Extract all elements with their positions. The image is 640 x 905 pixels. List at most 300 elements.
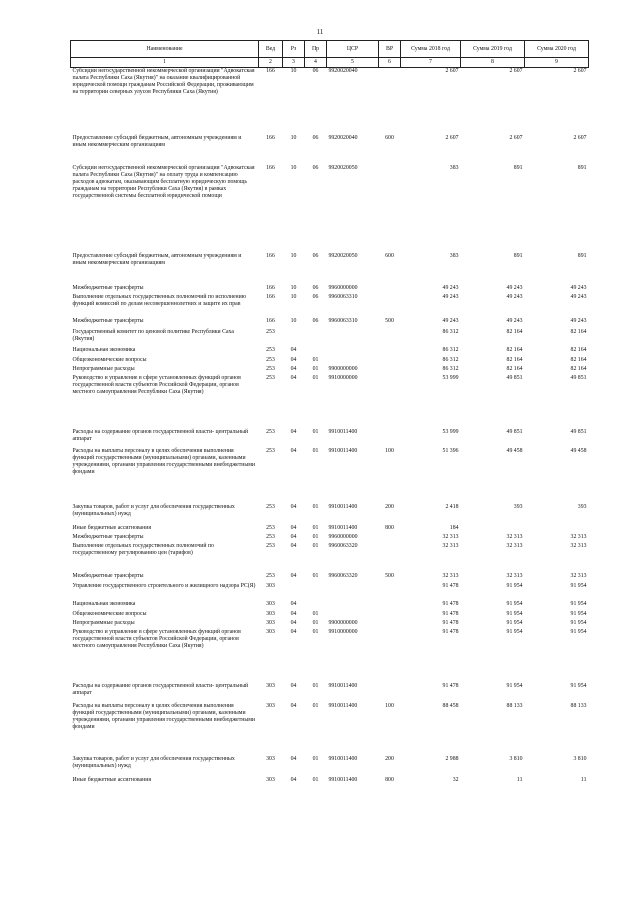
row-csr: 9960000000 (328, 285, 358, 291)
row-ved: 303 (266, 629, 275, 635)
row-pr: 06 (312, 285, 319, 291)
row-ved: 166 (266, 135, 275, 141)
row-sum-2020: 91 954 (570, 601, 587, 607)
row-vr (379, 583, 401, 601)
row-rz: 04 (290, 611, 297, 617)
row-vr (379, 347, 401, 357)
row-sum-2020: 32 313 (570, 543, 587, 549)
row-csr: 9910000000 (328, 629, 358, 635)
row-csr: 9920020050 (328, 165, 358, 171)
column-header-pr: Пр (305, 41, 327, 58)
row-name: Закупка товаров, работ и услуг для обеспечения государственных (муниципальных) нужд (72, 756, 235, 769)
row-sum-2019: 11 (516, 777, 523, 783)
row-name: Субсидии негосударственной некоммерческой организации "Адвокатская палата Республики Саха (Якутия)" на оплату труда и компенсацию расходов адвокатам, оказывающим бесплатную юридическую помощь гражданам на территории Республики Саха (Якутия) в рамках государственной системы бесплатной юридической помощи (72, 165, 255, 199)
row-sum-2019: 49 458 (506, 448, 523, 454)
row-sum-2019: 91 954 (506, 601, 523, 607)
row-ved: 253 (266, 366, 275, 372)
row-vr: 800 (385, 777, 394, 783)
row-pr: 01 (312, 525, 319, 531)
row-ved: 303 (266, 777, 275, 783)
row-rz: 04 (290, 601, 297, 607)
row-ved: 303 (266, 620, 275, 626)
row-ved: 253 (266, 504, 275, 510)
row-name: Государственный комитет по ценовой политике Республики Саха (Якутия) (72, 329, 234, 342)
row-sum-2019: 32 313 (506, 573, 523, 579)
row-sum-2018: 2 988 (445, 756, 459, 762)
table-row (71, 777, 589, 786)
row-csr: 9960063310 (328, 294, 358, 300)
table-row (71, 703, 589, 756)
row-pr (305, 601, 327, 611)
row-ved: 253 (266, 375, 275, 381)
column-header-sum-2020: Сумма 2020 год (525, 41, 589, 58)
row-name: Предоставление субсидий бюджетным, автономным учреждениям и иным некоммерческим организациям (72, 253, 242, 266)
row-sum-2019: 3 810 (509, 756, 523, 762)
row-csr: 9920020040 (328, 68, 358, 74)
row-sum-2018: 32 313 (442, 543, 459, 549)
row-rz: 04 (290, 375, 297, 381)
row-sum-2020: 91 954 (570, 683, 587, 689)
row-rz: 10 (290, 165, 297, 171)
row-name: Предоставление субсидий бюджетным, автономным учреждениям и иным некоммерческим организациям (72, 135, 242, 148)
row-sum-2020: 82 164 (570, 366, 587, 372)
column-number: 9 (525, 58, 589, 68)
table-row (71, 534, 589, 543)
column-header-vr: ВР (379, 41, 401, 58)
row-ved: 166 (266, 285, 275, 291)
row-sum-2020: 49 243 (570, 285, 587, 291)
row-csr: 9910011400 (328, 683, 358, 689)
row-vr: 600 (385, 135, 394, 141)
row-csr: 9960063310 (328, 318, 358, 324)
row-csr: 9960063320 (328, 543, 358, 549)
row-ved: 166 (266, 294, 275, 300)
row-rz: 04 (290, 777, 297, 783)
column-number: 5 (327, 58, 379, 68)
table-row (71, 347, 589, 357)
row-sum-2018: 86 312 (442, 347, 459, 353)
row-vr (379, 601, 401, 611)
row-name: Непрограммные расходы (72, 620, 135, 626)
row-sum-2019: 49 851 (506, 375, 523, 381)
table-row (71, 429, 589, 448)
row-vr (379, 285, 401, 294)
row-sum-2018: 91 478 (442, 683, 459, 689)
row-csr: 9960000000 (328, 534, 358, 540)
row-rz: 04 (290, 629, 297, 635)
row-ved: 303 (266, 583, 275, 589)
row-csr: 9960063320 (328, 573, 358, 579)
row-sum-2018: 2 607 (445, 135, 459, 141)
row-sum-2020: 3 810 (573, 756, 587, 762)
row-vr (379, 543, 401, 573)
row-sum-2019: 82 164 (506, 329, 523, 335)
row-sum-2020: 49 851 (570, 375, 587, 381)
column-number: 4 (305, 58, 327, 68)
row-sum-2018: 91 478 (442, 601, 459, 607)
row-sum-2019: 91 954 (506, 611, 523, 617)
row-sum-2018: 383 (449, 253, 459, 259)
column-number-row (71, 58, 589, 68)
table-row (71, 601, 589, 611)
row-sum-2019: 91 954 (506, 583, 523, 589)
row-rz: 04 (290, 620, 297, 626)
row-rz: 10 (290, 68, 297, 74)
row-sum-2018: 88 458 (442, 703, 459, 709)
table-row (71, 525, 589, 534)
row-pr: 01 (312, 756, 319, 762)
row-vr: 200 (385, 504, 394, 510)
row-sum-2018: 86 312 (442, 329, 459, 335)
row-sum-2020: 91 954 (570, 620, 587, 626)
column-header-csr: ЦСР (327, 41, 379, 58)
row-vr (379, 534, 401, 543)
row-vr: 500 (385, 573, 394, 579)
row-rz: 10 (290, 318, 297, 324)
row-rz: 04 (290, 703, 297, 709)
row-sum-2020: 82 164 (570, 329, 587, 335)
row-sum-2018: 86 312 (442, 357, 459, 363)
row-sum-2018: 51 396 (442, 448, 459, 454)
row-sum-2020: 891 (577, 253, 587, 259)
row-pr: 06 (312, 135, 319, 141)
page-number: 11 (316, 28, 324, 36)
table-row (71, 583, 589, 601)
row-sum-2019: 82 164 (506, 347, 523, 353)
row-vr (379, 357, 401, 366)
row-sum-2019: 49 243 (506, 285, 523, 291)
table-row (71, 543, 589, 573)
row-vr (379, 620, 401, 629)
row-name: Расходы на выплаты персоналу в целях обеспечения выполнения функций государственными (муниципальными) органами, казенными учреждениями, органами управления государственными внебюджетными фондами (72, 448, 255, 475)
budget-table (70, 40, 589, 786)
row-ved: 303 (266, 611, 275, 617)
column-number: 8 (461, 58, 525, 68)
row-sum-2019: 82 164 (506, 366, 523, 372)
row-csr: 9910011400 (328, 777, 358, 783)
row-sum-2020: 91 954 (570, 611, 587, 617)
row-vr: 200 (385, 756, 394, 762)
row-rz: 04 (290, 504, 297, 510)
row-csr (327, 347, 379, 357)
row-sum-2020: 88 133 (570, 703, 587, 709)
row-ved: 166 (266, 253, 275, 259)
row-sum-2018: 53 999 (442, 375, 459, 381)
row-pr: 01 (312, 375, 319, 381)
row-ved: 166 (266, 318, 275, 324)
table-row (71, 448, 589, 504)
row-csr: 9910011400 (328, 525, 358, 531)
row-rz: 10 (290, 294, 297, 300)
table-row (71, 294, 589, 318)
table-row (71, 165, 589, 253)
row-sum-2018: 184 (449, 525, 459, 531)
row-sum-2020: 82 164 (570, 347, 587, 353)
row-sum-2019 (461, 525, 525, 534)
row-name: Расходы на выплаты персоналу в целях обеспечения выполнения функций государственными (муниципальными) органами, казенными учреждениями, органами управления государственными внебюджетными фондами (72, 703, 255, 730)
row-sum-2019: 891 (513, 253, 523, 259)
row-sum-2019: 49 243 (506, 294, 523, 300)
row-name: Межбюджетные трансферты (72, 534, 144, 540)
row-rz: 04 (290, 366, 297, 372)
table-row (71, 318, 589, 329)
row-ved: 253 (266, 429, 275, 435)
row-pr (305, 583, 327, 601)
row-name: Выполнение отдельных государственных полномочий по исполнению функций комиссий по делам несовершеннолетних и защите их прав (72, 294, 247, 307)
row-vr (379, 683, 401, 703)
row-pr (305, 347, 327, 357)
row-name: Межбюджетные трансферты (72, 318, 144, 324)
row-pr: 01 (312, 448, 319, 454)
row-rz: 04 (290, 543, 297, 549)
row-name: Национальная экономика (72, 347, 136, 353)
row-csr: 9910011400 (328, 703, 358, 709)
row-sum-2018: 49 243 (442, 285, 459, 291)
row-csr (327, 329, 379, 347)
row-sum-2018: 49 243 (442, 294, 459, 300)
table-row (71, 620, 589, 629)
row-sum-2018: 53 999 (442, 429, 459, 435)
row-rz: 04 (290, 573, 297, 579)
row-sum-2019: 49 851 (506, 429, 523, 435)
table-row (71, 329, 589, 347)
row-pr: 01 (312, 429, 319, 435)
row-vr: 800 (385, 525, 394, 531)
table-row (71, 285, 589, 294)
row-pr: 01 (312, 543, 319, 549)
row-sum-2018: 91 478 (442, 620, 459, 626)
row-ved: 253 (266, 534, 275, 540)
row-rz: 10 (290, 135, 297, 141)
row-name: Иные бюджетные ассигнования (72, 777, 151, 783)
row-vr: 600 (385, 253, 394, 259)
row-vr (379, 629, 401, 683)
row-pr: 06 (312, 318, 319, 324)
row-sum-2018: 32 (452, 777, 459, 783)
row-pr: 06 (312, 68, 319, 74)
row-vr: 100 (385, 703, 394, 709)
row-sum-2019: 88 133 (506, 703, 523, 709)
column-header-sum-2019: Сумма 2019 год (461, 41, 525, 58)
row-ved: 253 (266, 525, 275, 531)
row-csr (327, 601, 379, 611)
column-header-ved: Вед (259, 41, 283, 58)
row-csr (327, 583, 379, 601)
row-name: Управление государственного строительного и жилищного надзора РС(Я) (72, 583, 256, 589)
row-sum-2018: 2 607 (445, 68, 459, 74)
row-ved: 253 (266, 357, 275, 363)
row-sum-2018: 32 313 (442, 573, 459, 579)
table-header-row (71, 41, 589, 58)
row-sum-2019: 2 607 (509, 68, 523, 74)
row-name: Иные бюджетные ассигнования (72, 525, 151, 531)
table-row (71, 756, 589, 777)
row-ved: 303 (266, 683, 275, 689)
row-csr: 9920020040 (328, 135, 358, 141)
row-name: Субсидии негосударственной некоммерческой организации "Адвокатская палата Республики Саха (Якутия)" на оказание квалифицированной юридической помощи гражданам Российской Федерации, проживающим на территории северных улусов Республики Саха (Якутия) (72, 68, 255, 95)
row-sum-2020: 393 (577, 504, 587, 510)
row-ved: 253 (266, 573, 275, 579)
table-row (71, 253, 589, 285)
row-sum-2020: 32 313 (570, 573, 587, 579)
row-vr (379, 366, 401, 375)
row-pr: 01 (312, 534, 319, 540)
row-csr: 9920020050 (328, 253, 358, 259)
table-row (71, 611, 589, 620)
column-number: 7 (401, 58, 461, 68)
row-sum-2018: 383 (449, 165, 459, 171)
table-row (71, 135, 589, 165)
row-rz (283, 329, 305, 347)
row-sum-2020: 2 607 (573, 68, 587, 74)
row-pr: 06 (312, 253, 319, 259)
row-vr (379, 68, 401, 136)
row-rz: 04 (290, 448, 297, 454)
table-row (71, 573, 589, 583)
row-sum-2020: 11 (580, 777, 587, 783)
row-sum-2020: 49 851 (570, 429, 587, 435)
row-rz: 04 (290, 756, 297, 762)
row-pr: 01 (312, 504, 319, 510)
row-ved: 303 (266, 601, 275, 607)
row-sum-2018: 91 478 (442, 629, 459, 635)
row-sum-2020: 49 458 (570, 448, 587, 454)
row-ved: 253 (266, 329, 275, 335)
row-ved: 166 (266, 68, 275, 74)
row-pr: 01 (312, 703, 319, 709)
row-rz: 04 (290, 347, 297, 353)
row-rz: 04 (290, 525, 297, 531)
table-row (71, 366, 589, 375)
row-sum-2018: 2 418 (445, 504, 459, 510)
row-pr (305, 329, 327, 347)
row-pr: 01 (312, 357, 319, 363)
row-sum-2020 (525, 525, 589, 534)
row-name: Межбюджетные трансферты (72, 573, 144, 579)
row-sum-2019: 891 (513, 165, 523, 171)
row-vr (379, 611, 401, 620)
row-ved: 253 (266, 543, 275, 549)
row-sum-2018: 86 312 (442, 366, 459, 372)
row-pr: 06 (312, 294, 319, 300)
column-number: 2 (259, 58, 283, 68)
row-pr: 01 (312, 629, 319, 635)
row-rz: 10 (290, 253, 297, 259)
row-sum-2020: 2 607 (573, 135, 587, 141)
row-sum-2020: 891 (577, 165, 587, 171)
row-vr: 100 (385, 448, 394, 454)
row-csr (327, 611, 379, 620)
row-csr: 9910011400 (328, 504, 358, 510)
row-name: Межбюджетные трансферты (72, 285, 144, 291)
row-vr (379, 294, 401, 318)
row-pr: 01 (312, 777, 319, 783)
row-sum-2020: 32 313 (570, 534, 587, 540)
row-sum-2019: 32 313 (506, 543, 523, 549)
row-vr (379, 429, 401, 448)
row-sum-2019: 91 954 (506, 629, 523, 635)
row-name: Общеэкономические вопросы (72, 357, 147, 363)
row-vr (379, 329, 401, 347)
row-csr (327, 357, 379, 366)
row-name: Руководство и управление в сфере установленных функций органов государственной власти субъектов Российской Федерации, органов местного самоуправления Республики Саха (Якутия) (72, 375, 241, 395)
row-vr: 500 (385, 318, 394, 324)
column-header-name: Наименование (71, 41, 259, 58)
table-row (71, 375, 589, 429)
row-ved: 253 (266, 347, 275, 353)
row-vr (379, 375, 401, 429)
row-rz: 04 (290, 357, 297, 363)
row-sum-2018: 32 313 (442, 534, 459, 540)
row-ved: 303 (266, 756, 275, 762)
row-name: Национальная экономика (72, 601, 136, 607)
row-csr: 9900000000 (328, 620, 358, 626)
column-number: 6 (379, 58, 401, 68)
row-name: Общеэкономические вопросы (72, 611, 147, 617)
row-name: Руководство и управление в сфере установленных функций органов государственной власти субъектов Российской Федерации, органов местного самоуправления Республики Саха (Якутия) (72, 629, 241, 649)
table-row (71, 68, 589, 136)
row-csr: 9910011400 (328, 756, 358, 762)
row-pr: 01 (312, 683, 319, 689)
row-rz: 04 (290, 683, 297, 689)
row-ved: 253 (266, 448, 275, 454)
row-sum-2019: 49 243 (506, 318, 523, 324)
row-pr: 01 (312, 366, 319, 372)
row-sum-2020: 49 243 (570, 318, 587, 324)
row-sum-2019: 32 313 (506, 534, 523, 540)
row-ved: 303 (266, 703, 275, 709)
row-sum-2018: 91 478 (442, 611, 459, 617)
row-name: Выполнение отдельных государственных полномочий по государственному регулированию цен (тарифов) (72, 543, 214, 556)
row-sum-2019: 82 164 (506, 357, 523, 363)
row-csr: 9910011400 (328, 448, 358, 454)
table-row (71, 629, 589, 683)
table-row (71, 357, 589, 366)
row-rz: 04 (290, 429, 297, 435)
row-sum-2019: 91 954 (506, 683, 523, 689)
column-header-rz: Рз (283, 41, 305, 58)
table-row (71, 683, 589, 703)
table-row (71, 504, 589, 525)
row-csr: 9910000000 (328, 375, 358, 381)
row-csr: 9910011400 (328, 429, 358, 435)
row-rz: 04 (290, 534, 297, 540)
row-sum-2020: 49 243 (570, 294, 587, 300)
row-sum-2019: 91 954 (506, 620, 523, 626)
row-rz (283, 583, 305, 601)
row-ved: 166 (266, 165, 275, 171)
column-number: 3 (283, 58, 305, 68)
row-name: Расходы на содержание органов государственной власти- центральный аппарат (72, 429, 249, 442)
row-pr: 01 (312, 620, 319, 626)
column-number: 1 (71, 58, 259, 68)
row-name: Закупка товаров, работ и услуг для обеспечения государственных (муниципальных) нужд (72, 504, 235, 517)
row-pr: 01 (312, 573, 319, 579)
row-name: Непрограммные расходы (72, 366, 135, 372)
row-sum-2019: 2 607 (509, 135, 523, 141)
column-header-sum-2018: Сумма 2018 год (401, 41, 461, 58)
row-name: Расходы на содержание органов государственной власти- центральный аппарат (72, 683, 249, 696)
row-sum-2020: 91 954 (570, 629, 587, 635)
row-pr: 01 (312, 611, 319, 617)
row-sum-2018: 49 243 (442, 318, 459, 324)
row-vr (379, 165, 401, 253)
row-sum-2020: 82 164 (570, 357, 587, 363)
row-csr: 9900000000 (328, 366, 358, 372)
row-sum-2018: 91 478 (442, 583, 459, 589)
row-sum-2020: 91 954 (570, 583, 587, 589)
row-rz: 10 (290, 285, 297, 291)
